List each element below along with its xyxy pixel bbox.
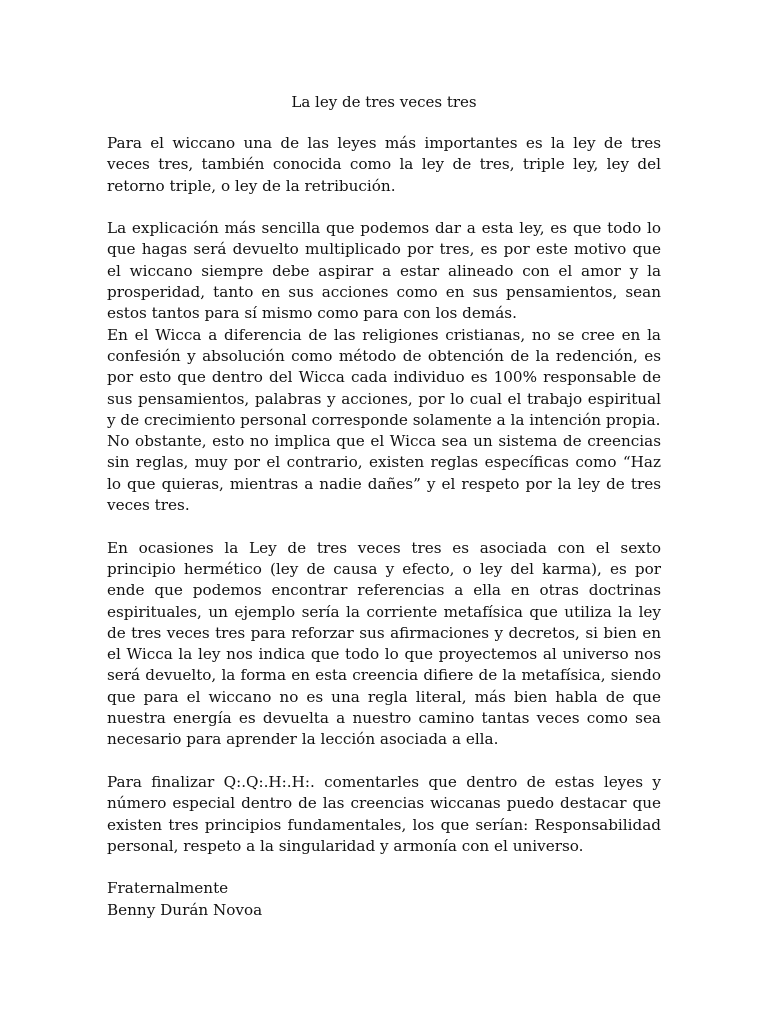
paragraph-hermetic: En ocasiones la Ley de tres veces tres es asociada con el sexto principio hermético (ley de causa y efecto, o ley del karma), es por ende que podemos encontrar referencias a ella en otras doctrinas espirituales, un ejemplo sería la corriente metafísica que utiliza la ley de tres veces tres para reforzar sus afirmaciones y decretos, si bien en el Wicca la ley nos indica que todo lo que proyectemos al universo nos será devuelto, la forma en esta creencia difiere de la metafísica, siendo que para el wiccano no es una regla literal, más bien habla de que nuestra energía es devuelta a nuestro camino tantas veces como sea necesario para aprender la lección asociada a ella. <box>107 538 661 749</box>
author-signature: Benny Durán Novoa <box>107 900 263 919</box>
paragraph-explanation: La explicación más sencilla que podemos dar a esta ley, es que todo lo que hagas será devuelto multiplicado por tres, es por este motivo que el wiccano siempre debe aspirar a estar alineado con el amor y la prosperidad, tanto en sus acciones como en sus pensamientos, sean estos tantos para sí mismo como para con los demás. <box>107 219 661 323</box>
paragraph-gap <box>107 197 661 218</box>
paragraph-rules: No obstante, esto no implica que el Wicca sea un sistema de creencias sin reglas, muy por el contrario, existen reglas específicas como “Haz lo que quieras, mientras a nadie dañes” y el respeto por la ley de tres veces tres. <box>107 432 661 515</box>
paragraph-gap <box>107 751 661 772</box>
paragraph-gap <box>107 516 661 537</box>
closing-salutation: Fraternalmente <box>107 879 229 898</box>
paragraph-intro: Para el wiccano una de las leyes más importantes es la ley de tres veces tres, también conocida como la ley de tres, triple ley, ley del retorno triple, o ley de la retribución. <box>107 134 661 195</box>
document-title: La ley de tres veces tres <box>291 93 477 111</box>
paragraph-gap <box>107 857 661 878</box>
document-body <box>107 133 661 921</box>
paragraph-conclusion: Para finalizar Q:.Q:.H:.H:. comentarles que dentro de estas leyes y número especial dentro de las creencias wiccanas puedo destacar que existen tres principios fundamentales, los que serían: Responsabilidad personal, respeto a la singularidad y armonía con el universo. <box>107 772 661 855</box>
paragraph-responsibility: En el Wicca a diferencia de las religiones cristianas, no se cree en la confesión y absolución como método de obtención de la redención, es por esto que dentro del Wicca cada individuo es 100% responsable de sus pensamientos, palabras y acciones, por lo cual el trabajo espiritual y de crecimiento personal corresponde solamente a la intención propia. <box>107 325 661 429</box>
